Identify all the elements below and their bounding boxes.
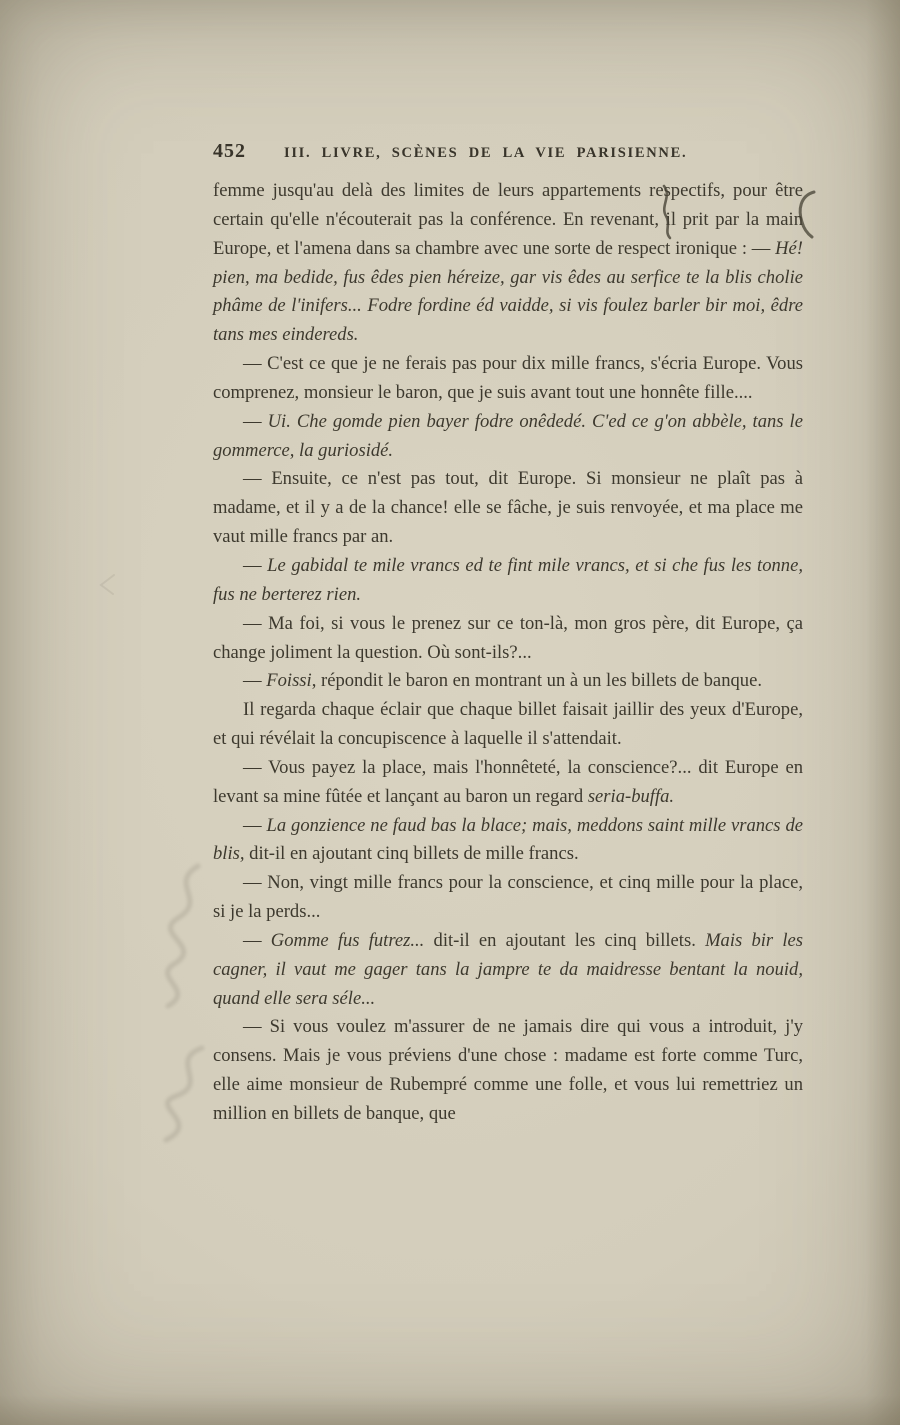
page-number: 452: [213, 140, 246, 162]
italic-text-run: Gomme fus futrez...: [270, 929, 425, 951]
ink-check-mark: [96, 572, 118, 598]
text-run: dit-il en ajoutant les cinq billets.: [424, 929, 706, 951]
text-run: — Ensuite, ce n'est pas tout, dit Europe. Si monsieur ne plaît pas à madame, et il y a de la chance! elle se fâche, je suis renvoyée, et ma place me vaut mille francs par an.: [213, 468, 803, 548]
text-run: —: [243, 814, 267, 836]
text-run: —: [243, 410, 268, 432]
italic-text-run: Hé! pien, ma bedide, fus êdes pien héreize, gar vis êdes au serfice te la blis cholie phâme de l'inifers... Fodre fordine éd vaidde, si vis foulez barler bir moi, êdre tans mes eindereds.: [213, 237, 803, 346]
running-header: [213, 140, 803, 163]
paragraph: [213, 350, 803, 408]
italic-text-run: Le gabidal te mile vrancs ed te fint mile vrancs, et si che fus les tonne, fus ne berterez rien.: [213, 554, 803, 605]
text-run: — Non, vingt mille francs pour la conscience, et cinq mille pour la place, si je la perds...: [213, 872, 803, 923]
text-area: [213, 140, 803, 1129]
paragraph: [213, 408, 803, 466]
text-run: Il regarda chaque éclair que chaque billet faisait jaillir des yeux d'Europe, et qui révélait la concupiscence à laquelle il s'attendait.: [213, 699, 803, 750]
page-edge-bottom: [0, 1395, 900, 1425]
text-run: — Si vous voulez m'assurer de ne jamais dire qui vous a introduit, j'y consens. Mais je vous préviens d'une chose : madame est forte comme Turc, elle aime monsieur de Rubempré comme une folle, et vous lui remettriez un million en billets de banque, que: [213, 1016, 803, 1124]
paragraph: [213, 812, 803, 870]
paragraph: [213, 610, 803, 668]
paragraph: [213, 754, 803, 812]
running-title: III. LIVRE, SCÈNES DE LA VIE PARISIENNE.: [284, 145, 688, 161]
italic-text-run: La gonzience ne faud bas la blace; mais, meddons saint mille vrancs de blis,: [213, 814, 803, 865]
text-run: —: [243, 929, 271, 951]
showthrough-ghost-writing-upper: [138, 860, 224, 1010]
paragraph: [213, 667, 803, 696]
paragraph: [213, 552, 803, 610]
text-run: — Ma foi, si vous le prenez sur ce ton-là, mon gros père, dit Europe, ça change joliment la question. Où sont-ils?...: [213, 612, 803, 663]
text-run: — Vous payez la place, mais l'honnêteté, la conscience?... dit Europe en levant sa mine fûtée et lançant au baron un regard: [213, 756, 803, 807]
text-run: — C'est ce que je ne ferais pas pour dix mille francs, s'écria Europe. Vous comprenez, monsieur le baron, que je suis avant tout une honnête fille....: [213, 353, 803, 403]
text-run: femme jusqu'au delà des limites de leurs appartements respectifs, pour être certain qu'elle n'écouterait pas la conférence. En revenant, il prit par la main Europe, et l'amena dans sa chambre avec une sorte de respect ironique : —: [213, 180, 803, 259]
paragraph: [213, 927, 803, 1014]
page-edge-right: [866, 0, 900, 1425]
paragraph: [213, 696, 803, 754]
text-run: , répondit le baron en montrant un à un les billets de banque.: [311, 670, 762, 692]
text-block: [213, 177, 803, 1129]
text-run: —: [243, 670, 267, 692]
text-run: dit-il en ajoutant cinq billets de mille francs.: [244, 843, 579, 865]
paragraph: [213, 869, 803, 927]
italic-text-run: Ui. Che gomde pien bayer fodre onêdedé. C'ed ce g'on abbèle, tans le gommerce, la guriosidé.: [213, 410, 803, 461]
paragraph: [213, 465, 803, 552]
paragraph: [213, 1013, 803, 1128]
paragraph: [213, 177, 803, 350]
italic-text-run: seria-buffa.: [587, 785, 675, 807]
italic-text-run: Foissi: [266, 670, 312, 692]
text-run: —: [243, 554, 268, 576]
italic-text-run: Mais bir les cagner, il vaut me gager tans la jampre te da maidresse bentant la nouid, quand elle sera séle...: [213, 929, 803, 1009]
